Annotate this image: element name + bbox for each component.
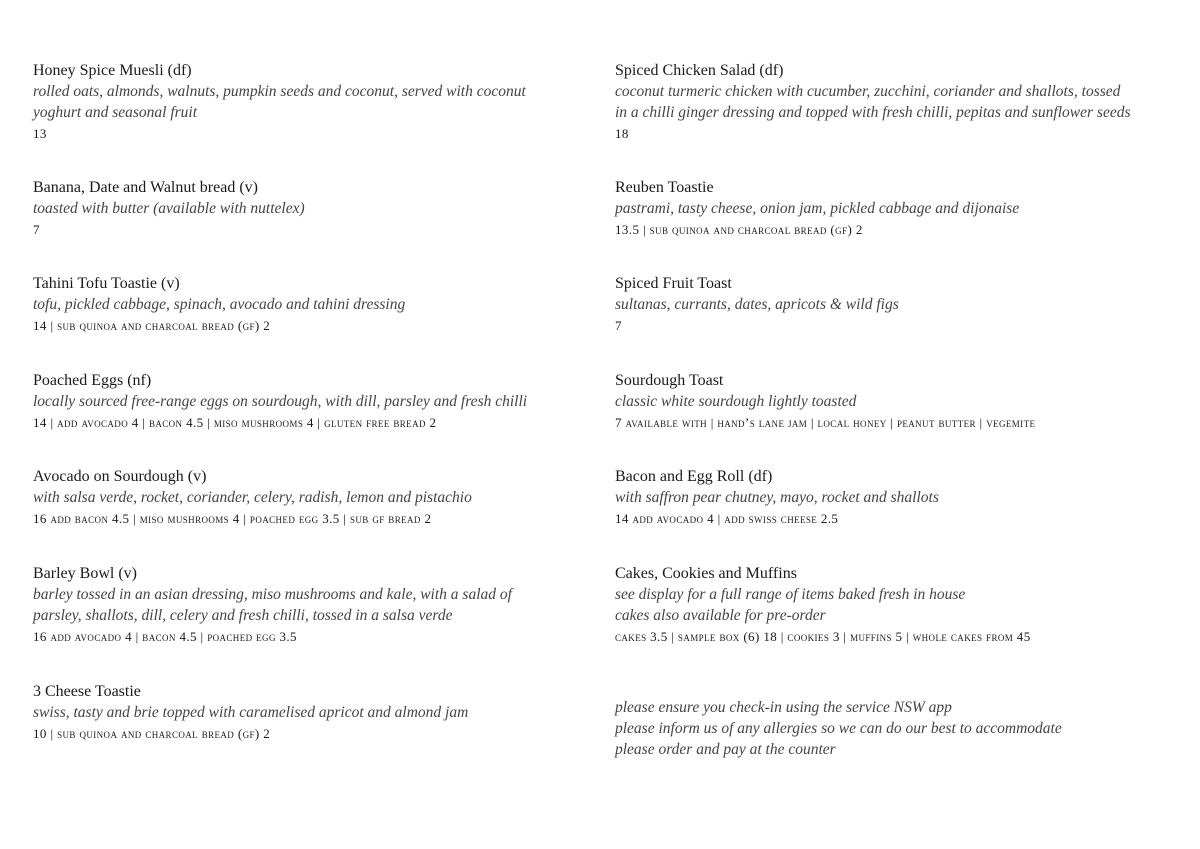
menu-item-description: sultanas, currants, dates, apricots & wild figs [615,296,899,313]
menu-item [33,273,593,336]
menu-item [33,177,593,240]
menu-item-name: Tahini Tofu Toastie (v) [33,275,180,292]
menu-item-name: Spiced Chicken Salad (df) [615,62,784,79]
ordering-notes [615,697,1190,760]
menu-item [615,177,1190,240]
menu-item [33,370,593,433]
menu-item-name: 3 Cheese Toastie [33,683,141,700]
menu-item-description: rolled oats, almonds, walnuts, pumpkin seeds and coconut, served with coconut yoghurt and seasonal fruit [33,83,526,121]
menu-item-price: cakes 3.5 | sample box (6) 18 | cookies 3 | muffins 5 | whole cakes from 45 [615,629,1031,644]
menu-item [615,273,1190,336]
menu-item-description: with salsa verde, rocket, coriander, celery, radish, lemon and pistachio [33,489,472,506]
menu-item-description: pastrami, tasty cheese, onion jam, pickled cabbage and dijonaise [615,200,1020,217]
menu-item-description: classic white sourdough lightly toasted [615,393,857,410]
menu-item [33,466,593,529]
menu-item-price: 7 [615,318,622,333]
menu-item-price: 10 | sub quinoa and charcoal bread (gf) 2 [33,726,271,741]
menu-item [615,466,1190,529]
menu-item-name: Cakes, Cookies and Muffins [615,565,797,582]
menu-item-description: swiss, tasty and brie topped with caramelised apricot and almond jam [33,704,469,721]
note-allergies: please inform us of any allergies so we can do our best to accommodate [615,720,1062,737]
menu-item-description: barley tossed in an asian dressing, miso mushrooms and kale, with a salad of parsley, shallots, dill, celery and fresh chilli, tossed in a salsa verde [33,586,512,624]
menu-item [615,60,1190,144]
menu-item-price: 13 [33,126,47,141]
menu-item-price: 14 | sub quinoa and charcoal bread (gf) 2 [33,318,271,333]
menu-item-price: 18 [615,126,629,141]
menu-item [615,563,1190,647]
menu-item-name: Reuben Toastie [615,179,714,196]
note-checkin: please ensure you check-in using the service NSW app [615,699,952,716]
menu-item-price: 13.5 | sub quinoa and charcoal bread (gf) 2 [615,222,863,237]
menu-item-price: 7 [33,222,40,237]
menu-item [615,370,1190,433]
menu-item-description: locally sourced free-range eggs on sourdough, with dill, parsley and fresh chilli [33,393,528,410]
menu-item [33,681,593,744]
menu-item-name: Poached Eggs (nf) [33,372,152,389]
menu-item-price: 16 add bacon 4.5 | miso mushrooms 4 | poached egg 3.5 | sub gf bread 2 [33,511,432,526]
menu-item [33,563,593,647]
menu-item-price: 16 add avocado 4 | bacon 4.5 | poached egg 3.5 [33,629,297,644]
menu-item-description: see display for a full range of items baked fresh in house cakes also available for pre-order [615,586,966,624]
menu-item-name: Barley Bowl (v) [33,565,137,582]
menu-item-description: tofu, pickled cabbage, spinach, avocado and tahini dressing [33,296,406,313]
menu-item-name: Sourdough Toast [615,372,724,389]
menu-item-description: coconut turmeric chicken with cucumber, zucchini, coriander and shallots, tossed in a chilli ginger dressing and topped with fresh chilli, pepitas and sunflower seeds [615,83,1131,121]
menu-item-description: with saffron pear chutney, mayo, rocket and shallots [615,489,939,506]
menu-item-price: 14 add avocado 4 | add swiss cheese 2.5 [615,511,839,526]
note-order-pay: please order and pay at the counter [615,741,836,758]
menu-item-price: 14 | add avocado 4 | bacon 4.5 | miso mushrooms 4 | gluten free bread 2 [33,415,437,430]
menu-item-name: Avocado on Sourdough (v) [33,468,207,485]
menu-item-price: 7 available with | hand’s lane jam | local honey | peanut butter | vegemite [615,415,1036,430]
menu-item-name: Banana, Date and Walnut bread (v) [33,179,258,196]
menu-item-name: Spiced Fruit Toast [615,275,732,292]
menu-item [33,60,593,144]
menu-item-description: toasted with butter (available with nuttelex) [33,200,305,217]
menu-item-name: Honey Spice Muesli (df) [33,62,192,79]
menu-item-name: Bacon and Egg Roll (df) [615,468,773,485]
